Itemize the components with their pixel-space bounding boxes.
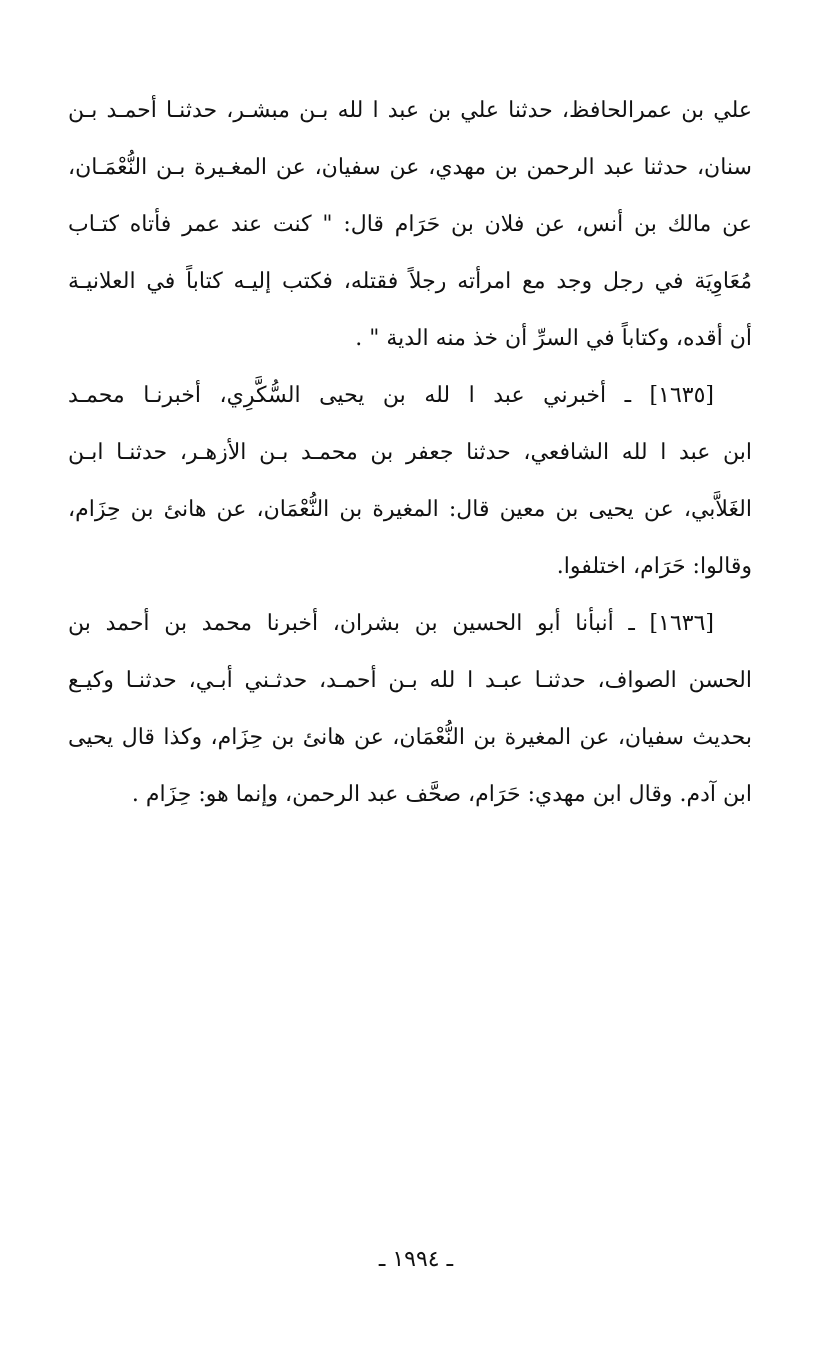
text-line: ابن آدم. وقال ابن مهدي: حَرَام، صحَّف عبد الرحمن، وإنما هو: حِزَام . — [131, 782, 752, 807]
text-line: مُعَاوِيَة في رجل وجد مع امرأته رجلاً فقتله، فكتب إليـه كتاباً في العلانيـة — [68, 269, 752, 294]
text-line: الغَلاَّبي، عن يحيى بن معين قال: المغيرة بن النُّعْمَان، عن هانئ بن حِزَام، — [68, 497, 752, 522]
text-line: عن مالك بن أنس، عن فلان بن حَرَام قال: " كنت عند عمر فأتاه كتـاب — [68, 212, 752, 237]
text-line: وقالوا: حَرَام، اختلفوا. — [556, 554, 752, 579]
text-line: ابن عبد ا لله الشافعي، حدثنا جعفر بن محمـد بـن الأزهـر، حدثنـا ابـن — [68, 440, 752, 465]
text-line: أن أقده، وكتاباً في السرِّ أن خذ منه الدية " . — [355, 326, 752, 351]
text-line: علي بن عمرالحافظ، حدثنا علي بن عبد ا لله بـن مبشـر، حدثنـا أحمـد بـن — [68, 98, 752, 123]
text-line: [١٦٣٥] ـ أخبرني عبد ا لله بن يحيى السُّكَّرِي، أخبرنـا محمـد — [68, 383, 714, 408]
text-line: بحديث سفيان، عن المغيرة بن النُّعْمَان، عن هانئ بن حِزَام، وكذا قال يحيى — [68, 725, 752, 750]
paragraph-1635 — [68, 367, 752, 595]
text-line: الحسن الصواف، حدثنـا عبـد ا لله بـن أحمـد، حدثـني أبـي، حدثنـا وكيـع — [68, 668, 752, 693]
paragraph-1 — [68, 82, 752, 367]
text-line: سنان، حدثنا عبد الرحمن بن مهدي، عن سفيان، عن المغـيرة بـن النُّعْمَـان، — [68, 155, 752, 180]
paragraph-1636 — [68, 595, 752, 823]
text-line: [١٦٣٦] ـ أنبأنا أبو الحسين بن بشران، أخبرنا محمد بن أحمد بن — [68, 611, 714, 636]
body-text — [68, 82, 752, 823]
page-number: ـ ١٩٩٤ ـ — [378, 1247, 454, 1272]
